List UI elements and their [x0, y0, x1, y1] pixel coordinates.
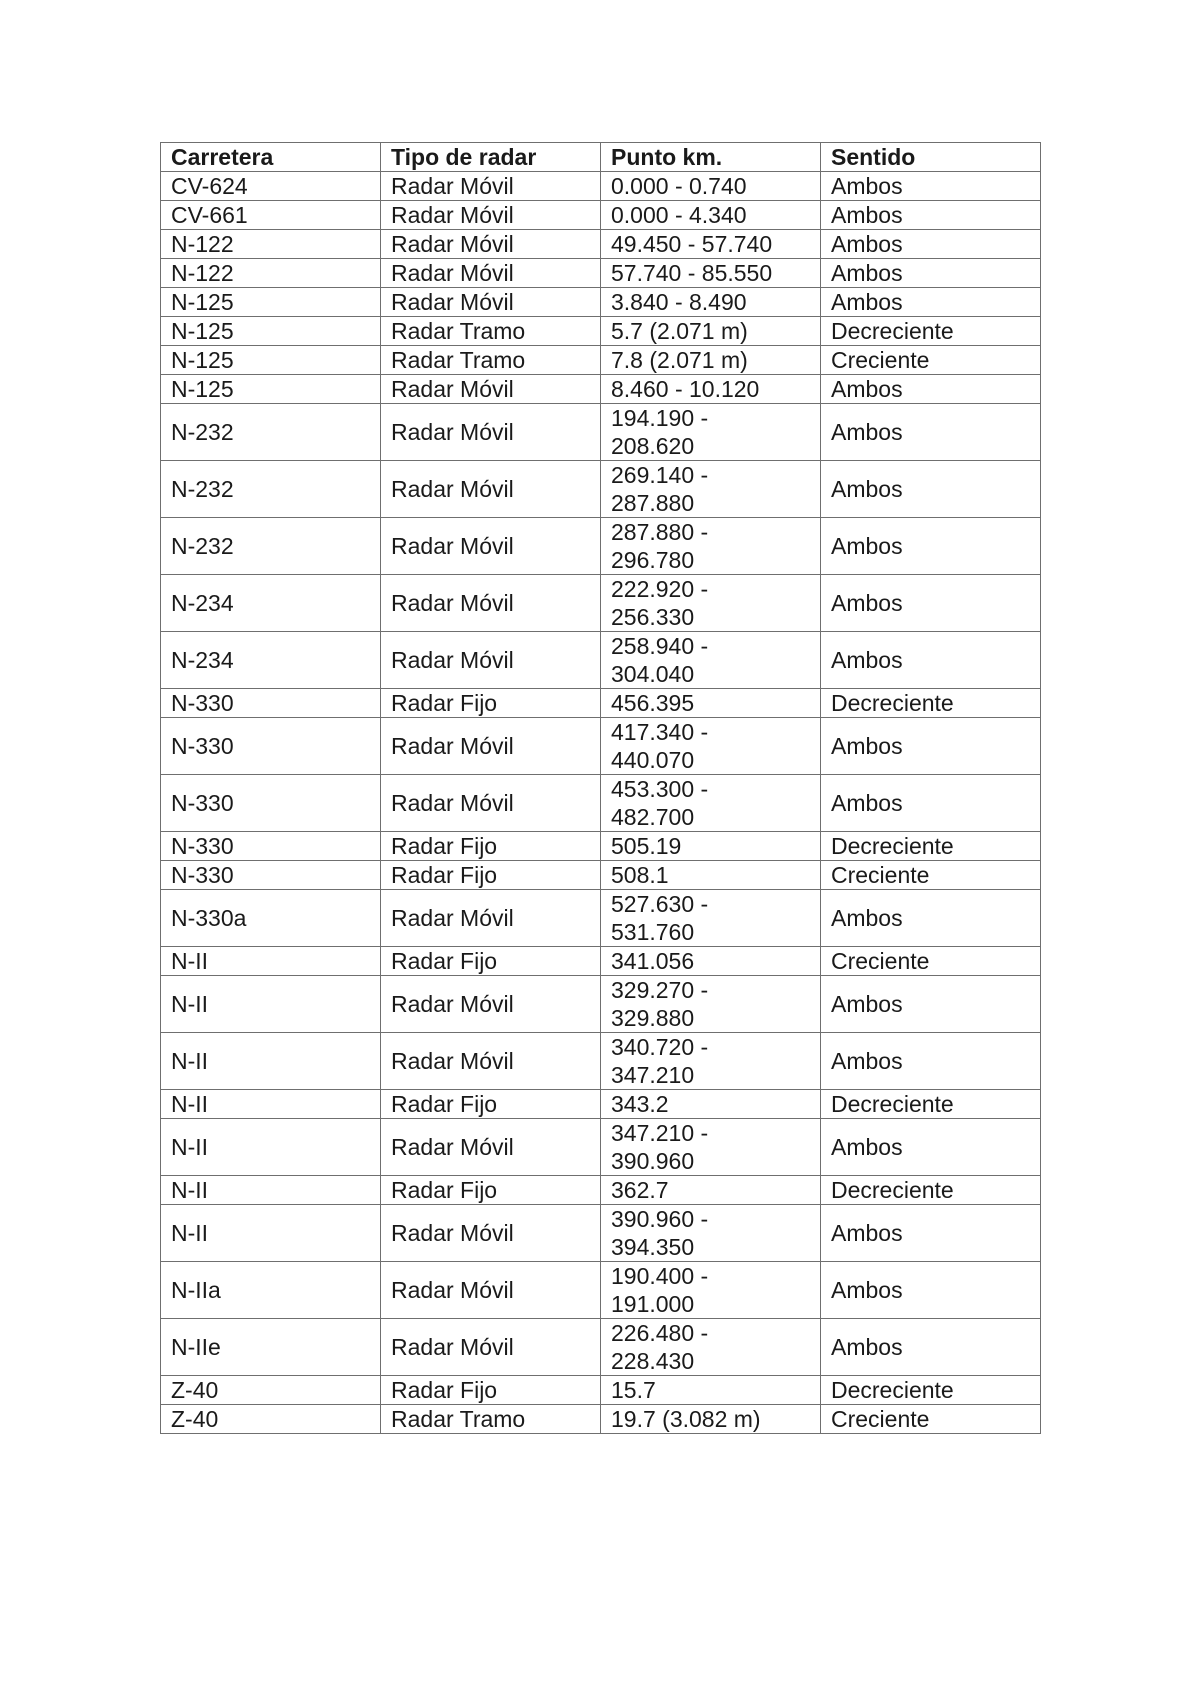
table-row [161, 1176, 1041, 1205]
cell-carretera: N-II [161, 1090, 381, 1119]
cell-sentido: Ambos [821, 718, 1041, 775]
cell-carretera: N-II [161, 1205, 381, 1262]
cell-sentido: Ambos [821, 375, 1041, 404]
cell-punto-km [601, 375, 821, 404]
cell-sentido: Decreciente [821, 317, 1041, 346]
cell-sentido: Ambos [821, 1119, 1041, 1176]
cell-sentido: Ambos [821, 775, 1041, 832]
cell-sentido: Decreciente [821, 832, 1041, 861]
cell-carretera: N-330 [161, 718, 381, 775]
cell-punto-km [601, 1262, 821, 1319]
cell-tipo-de-radar: Radar Móvil [381, 404, 601, 461]
cell-tipo-de-radar: Radar Móvil [381, 1033, 601, 1090]
cell-tipo-de-radar: Radar Móvil [381, 718, 601, 775]
cell-punto-km [601, 201, 821, 230]
cell-punto-km [601, 461, 821, 518]
punto-km-line: 390.960 - [611, 1206, 709, 1232]
punto-km-line: 440.070 [611, 747, 695, 773]
table-row [161, 718, 1041, 775]
punto-km-line: 343.2 [611, 1091, 669, 1117]
punto-km-line: 417.340 - [611, 719, 709, 745]
table-row [161, 518, 1041, 575]
cell-sentido: Ambos [821, 288, 1041, 317]
table-row [161, 346, 1041, 375]
cell-tipo-de-radar: Radar Móvil [381, 201, 601, 230]
cell-tipo-de-radar: Radar Móvil [381, 518, 601, 575]
cell-tipo-de-radar: Radar Fijo [381, 861, 601, 890]
punto-km-line: 8.460 - 10.120 [611, 376, 760, 402]
cell-carretera: N-II [161, 976, 381, 1033]
cell-carretera: N-232 [161, 461, 381, 518]
punto-km-line: 508.1 [611, 862, 669, 888]
cell-sentido: Ambos [821, 890, 1041, 947]
punto-km-line: 57.740 - 85.550 [611, 260, 773, 286]
cell-carretera: N-125 [161, 317, 381, 346]
cell-carretera: N-330 [161, 775, 381, 832]
punto-km-line: 347.210 - [611, 1120, 709, 1146]
cell-sentido: Ambos [821, 201, 1041, 230]
table-row [161, 1033, 1041, 1090]
cell-punto-km [601, 1376, 821, 1405]
cell-sentido: Decreciente [821, 1376, 1041, 1405]
punto-km-line: 0.000 - 0.740 [611, 173, 747, 199]
cell-sentido: Creciente [821, 1405, 1041, 1434]
punto-km-line: 269.140 - [611, 462, 709, 488]
cell-carretera: N-II [161, 1176, 381, 1205]
header-carretera: Carretera [161, 143, 381, 172]
cell-punto-km [601, 1176, 821, 1205]
cell-tipo-de-radar: Radar Móvil [381, 230, 601, 259]
punto-km-line: 362.7 [611, 1177, 669, 1203]
cell-carretera: N-330 [161, 832, 381, 861]
cell-carretera: N-330 [161, 861, 381, 890]
punto-km-line: 296.780 [611, 547, 695, 573]
cell-carretera: N-IIa [161, 1262, 381, 1319]
cell-carretera: N-IIe [161, 1319, 381, 1376]
cell-tipo-de-radar: Radar Tramo [381, 346, 601, 375]
table-row [161, 288, 1041, 317]
cell-punto-km [601, 1319, 821, 1376]
cell-tipo-de-radar: Radar Móvil [381, 1205, 601, 1262]
table-row [161, 890, 1041, 947]
punto-km-line: 49.450 - 57.740 [611, 231, 773, 257]
cell-sentido: Ambos [821, 461, 1041, 518]
cell-carretera: CV-661 [161, 201, 381, 230]
table-header-row [161, 143, 1041, 172]
cell-carretera: N-II [161, 947, 381, 976]
cell-sentido: Ambos [821, 518, 1041, 575]
cell-tipo-de-radar: Radar Fijo [381, 1090, 601, 1119]
punto-km-line: 390.960 [611, 1148, 695, 1174]
table-row [161, 861, 1041, 890]
cell-punto-km [601, 1405, 821, 1434]
punto-km-line: 190.400 - [611, 1263, 709, 1289]
cell-sentido: Ambos [821, 1262, 1041, 1319]
cell-punto-km [601, 832, 821, 861]
punto-km-line: 208.620 [611, 433, 695, 459]
cell-punto-km [601, 861, 821, 890]
cell-sentido: Ambos [821, 230, 1041, 259]
cell-tipo-de-radar: Radar Móvil [381, 976, 601, 1033]
table-row [161, 1205, 1041, 1262]
cell-sentido: Ambos [821, 404, 1041, 461]
cell-sentido: Decreciente [821, 689, 1041, 718]
punto-km-line: 505.19 [611, 833, 682, 859]
cell-punto-km [601, 575, 821, 632]
cell-tipo-de-radar: Radar Móvil [381, 375, 601, 404]
table-row [161, 404, 1041, 461]
table-body [161, 172, 1041, 1434]
cell-punto-km [601, 230, 821, 259]
table-row [161, 1376, 1041, 1405]
cell-punto-km [601, 288, 821, 317]
punto-km-line: 222.920 - [611, 576, 709, 602]
cell-carretera: Z-40 [161, 1405, 381, 1434]
cell-punto-km [601, 404, 821, 461]
table-row [161, 1405, 1041, 1434]
table-row [161, 1262, 1041, 1319]
table-row [161, 317, 1041, 346]
table-row [161, 832, 1041, 861]
cell-tipo-de-radar: Radar Móvil [381, 288, 601, 317]
table-row [161, 201, 1041, 230]
cell-tipo-de-radar: Radar Móvil [381, 1262, 601, 1319]
punto-km-line: 482.700 [611, 804, 695, 830]
cell-punto-km [601, 518, 821, 575]
punto-km-line: 304.040 [611, 661, 695, 687]
punto-km-line: 3.840 - 8.490 [611, 289, 747, 315]
table-row [161, 230, 1041, 259]
cell-sentido: Ambos [821, 172, 1041, 201]
punto-km-line: 258.940 - [611, 633, 709, 659]
cell-sentido: Ambos [821, 632, 1041, 689]
cell-tipo-de-radar: Radar Tramo [381, 317, 601, 346]
table-row [161, 976, 1041, 1033]
cell-tipo-de-radar: Radar Fijo [381, 832, 601, 861]
cell-sentido: Ambos [821, 1033, 1041, 1090]
punto-km-line: 191.000 [611, 1291, 695, 1317]
punto-km-line: 527.630 - [611, 891, 709, 917]
header-sentido: Sentido [821, 143, 1041, 172]
cell-sentido: Ambos [821, 1205, 1041, 1262]
cell-punto-km [601, 1119, 821, 1176]
punto-km-line: 228.430 [611, 1348, 695, 1374]
cell-sentido: Ambos [821, 1319, 1041, 1376]
cell-carretera: N-234 [161, 575, 381, 632]
cell-punto-km [601, 775, 821, 832]
punto-km-line: 0.000 - 4.340 [611, 202, 747, 228]
table-row [161, 689, 1041, 718]
cell-sentido: Ambos [821, 976, 1041, 1033]
cell-sentido: Ambos [821, 575, 1041, 632]
cell-tipo-de-radar: Radar Fijo [381, 1376, 601, 1405]
cell-tipo-de-radar: Radar Móvil [381, 1319, 601, 1376]
cell-sentido: Decreciente [821, 1090, 1041, 1119]
cell-carretera: N-330a [161, 890, 381, 947]
punto-km-line: 7.8 (2.071 m) [611, 347, 748, 373]
table-row [161, 775, 1041, 832]
table-row [161, 259, 1041, 288]
cell-tipo-de-radar: Radar Móvil [381, 890, 601, 947]
punto-km-line: 226.480 - [611, 1320, 709, 1346]
cell-carretera: N-II [161, 1119, 381, 1176]
cell-punto-km [601, 632, 821, 689]
cell-punto-km [601, 1205, 821, 1262]
punto-km-line: 194.190 - [611, 405, 709, 431]
cell-carretera: N-125 [161, 375, 381, 404]
table-row [161, 632, 1041, 689]
cell-punto-km [601, 1090, 821, 1119]
cell-carretera: N-122 [161, 230, 381, 259]
table-row [161, 1319, 1041, 1376]
punto-km-line: 287.880 - [611, 519, 709, 545]
punto-km-line: 329.880 [611, 1005, 695, 1031]
cell-punto-km [601, 947, 821, 976]
punto-km-line: 287.880 [611, 490, 695, 516]
cell-sentido: Creciente [821, 861, 1041, 890]
punto-km-line: 340.720 - [611, 1034, 709, 1060]
cell-carretera: N-125 [161, 346, 381, 375]
cell-sentido: Decreciente [821, 1176, 1041, 1205]
table-row [161, 1119, 1041, 1176]
punto-km-line: 453.300 - [611, 776, 709, 802]
punto-km-line: 531.760 [611, 919, 695, 945]
table-row [161, 947, 1041, 976]
cell-carretera: N-II [161, 1033, 381, 1090]
cell-tipo-de-radar: Radar Móvil [381, 172, 601, 201]
cell-tipo-de-radar: Radar Móvil [381, 259, 601, 288]
cell-carretera: N-234 [161, 632, 381, 689]
cell-sentido: Creciente [821, 346, 1041, 375]
cell-carretera: N-125 [161, 288, 381, 317]
cell-tipo-de-radar: Radar Tramo [381, 1405, 601, 1434]
cell-tipo-de-radar: Radar Móvil [381, 632, 601, 689]
punto-km-line: 394.350 [611, 1234, 695, 1260]
table-row [161, 172, 1041, 201]
table-row [161, 575, 1041, 632]
cell-punto-km [601, 1033, 821, 1090]
cell-sentido: Ambos [821, 259, 1041, 288]
punto-km-line: 341.056 [611, 948, 695, 974]
cell-tipo-de-radar: Radar Móvil [381, 1119, 601, 1176]
punto-km-line: 256.330 [611, 604, 695, 630]
cell-punto-km [601, 718, 821, 775]
cell-sentido: Creciente [821, 947, 1041, 976]
cell-carretera: N-122 [161, 259, 381, 288]
table-row [161, 461, 1041, 518]
cell-tipo-de-radar: Radar Fijo [381, 947, 601, 976]
cell-tipo-de-radar: Radar Fijo [381, 689, 601, 718]
header-punto-km: Punto km. [601, 143, 821, 172]
cell-tipo-de-radar: Radar Móvil [381, 461, 601, 518]
cell-carretera: CV-624 [161, 172, 381, 201]
cell-tipo-de-radar: Radar Móvil [381, 775, 601, 832]
cell-tipo-de-radar: Radar Móvil [381, 575, 601, 632]
punto-km-line: 19.7 (3.082 m) [611, 1406, 761, 1432]
cell-carretera: N-232 [161, 518, 381, 575]
table-row [161, 1090, 1041, 1119]
punto-km-line: 456.395 [611, 690, 695, 716]
cell-carretera: N-330 [161, 689, 381, 718]
radar-table [160, 142, 1041, 1434]
cell-punto-km [601, 689, 821, 718]
cell-punto-km [601, 346, 821, 375]
punto-km-line: 329.270 - [611, 977, 709, 1003]
table-row [161, 375, 1041, 404]
cell-punto-km [601, 172, 821, 201]
cell-carretera: Z-40 [161, 1376, 381, 1405]
punto-km-line: 15.7 [611, 1377, 656, 1403]
cell-punto-km [601, 976, 821, 1033]
cell-punto-km [601, 890, 821, 947]
punto-km-line: 347.210 [611, 1062, 695, 1088]
cell-carretera: N-232 [161, 404, 381, 461]
header-tipo-de-radar: Tipo de radar [381, 143, 601, 172]
cell-punto-km [601, 259, 821, 288]
cell-tipo-de-radar: Radar Fijo [381, 1176, 601, 1205]
cell-punto-km [601, 317, 821, 346]
punto-km-line: 5.7 (2.071 m) [611, 318, 748, 344]
